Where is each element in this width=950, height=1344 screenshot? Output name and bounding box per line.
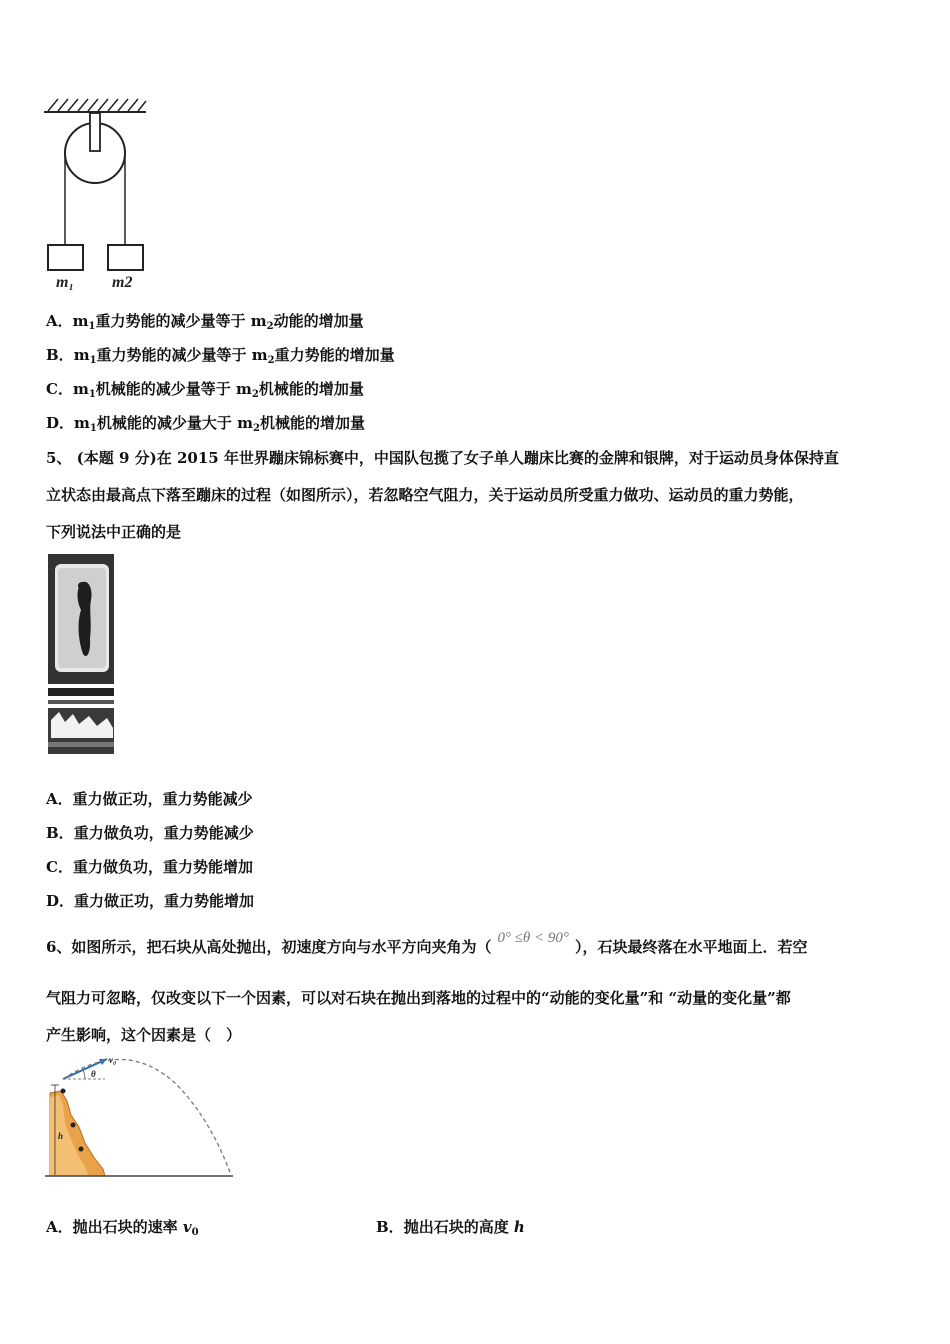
trampoline-figure bbox=[45, 552, 117, 756]
q4-option-a: A．$m_1$重力势能的减少量等于 $m_2$动能的增加量 bbox=[46, 312, 364, 332]
q6-stem-line2: 气阻力可忽略，仅改变以下一个因素，可以对石块在抛出到落地的过程中的“动能的变化量”和 “动量的变化量”都 bbox=[46, 989, 791, 1007]
q4-option-d: D．$m_1$机械能的减少量大于 $m_2$机械能的增加量 bbox=[46, 414, 365, 434]
q4-option-b: B．$m_1$重力势能的减少量等于 $m_2$重力势能的增加量 bbox=[46, 346, 395, 366]
q6-option-a: A．抛出石块的速率 $v_0$ bbox=[46, 1218, 199, 1238]
height-label: h bbox=[58, 1131, 64, 1141]
q5-stem-line3: 下列说法中正确的是 bbox=[46, 523, 182, 541]
q6-stem-line1: 6、如图所示，把石块从高处抛出，初速度方向与水平方向夹角为（ 0° ≤θ < 90° ），石块最终落在水平地面上．若空 bbox=[46, 930, 808, 956]
q5-option-b: B．重力做负功，重力势能减少 bbox=[46, 824, 254, 842]
pulley-figure bbox=[40, 95, 150, 290]
q5-option-a: A．重力做正功，重力势能减少 bbox=[46, 790, 253, 808]
q5-stem-line1: 5、 (本题 9 分)在 2015 年世界蹦床锦标赛中，中国队包揽了女子单人蹦床比赛的金牌和银牌，对于运动员身体保持直 bbox=[46, 449, 839, 467]
angle-formula: 0° ≤θ < 90° bbox=[497, 930, 569, 946]
q4-option-c: C．$m_1$机械能的减少量等于 $m_2$机械能的增加量 bbox=[46, 380, 364, 400]
theta-label: θ bbox=[91, 1069, 96, 1079]
projectile-figure bbox=[45, 1053, 237, 1181]
v0-label: v₀ bbox=[109, 1055, 117, 1065]
pulley-label-m1: m₁ bbox=[56, 274, 75, 290]
q5-option-d: D．重力做正功，重力势能增加 bbox=[46, 892, 255, 910]
q6-stem-line3: 产生影响，这个因素是（ ） bbox=[46, 1026, 242, 1044]
q5-stem-line2: 立状态由最高点下落至蹦床的过程（如图所示），若忽略空气阻力，关于运动员所受重力做功、运动员的重力势能， bbox=[46, 486, 804, 504]
pulley-label-m2: m2 bbox=[112, 274, 133, 290]
q5-option-c: C．重力做负功，重力势能增加 bbox=[46, 858, 253, 876]
q6-option-b: B．抛出石块的高度 h bbox=[376, 1218, 525, 1236]
